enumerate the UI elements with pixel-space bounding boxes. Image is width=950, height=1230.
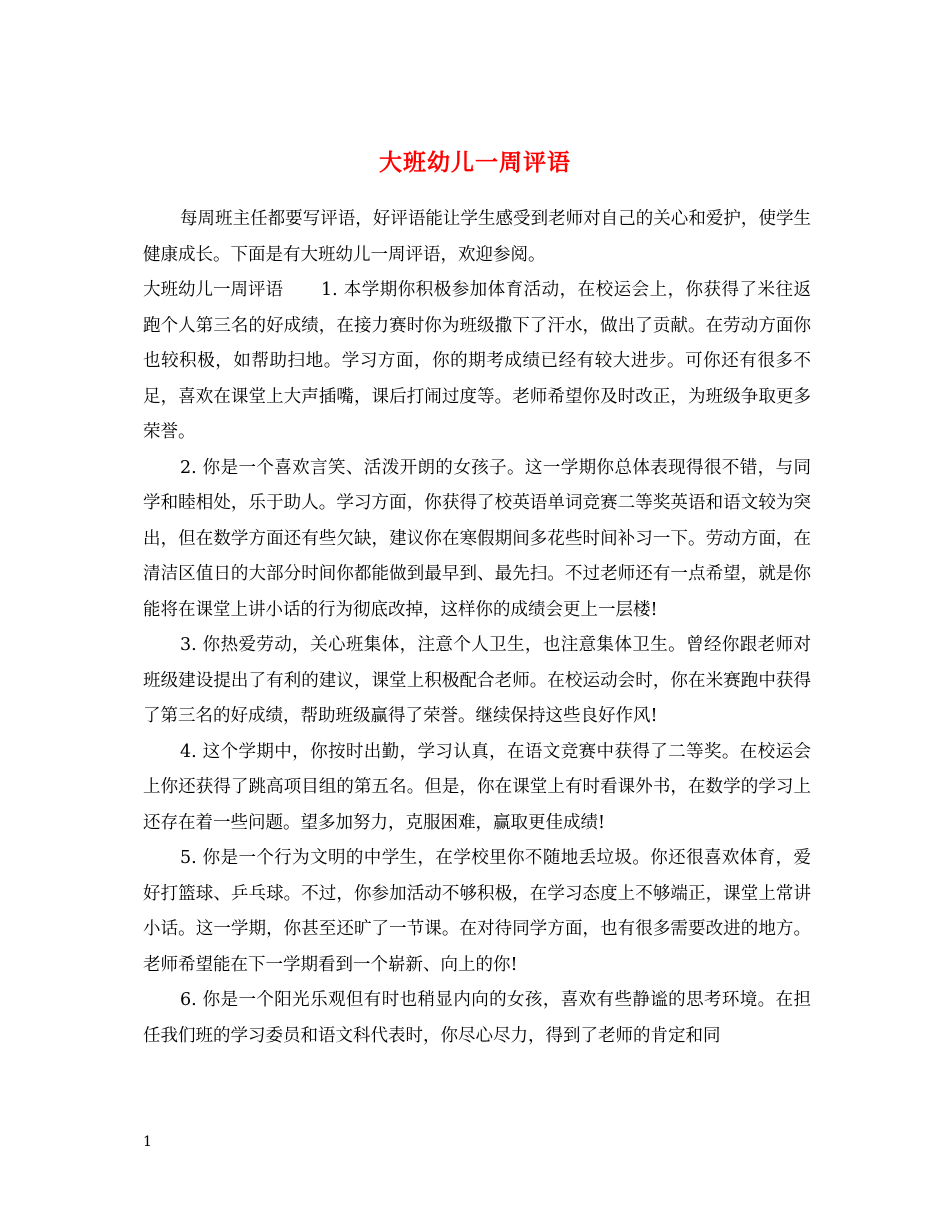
- first-entry-paragraph: [143, 273, 811, 451]
- document-title: 大班幼儿一周评语: [379, 149, 571, 177]
- page-number: 1: [143, 1134, 152, 1150]
- entry-1-text: 1. 本学期你积极参加体育活动，在校运会上，你获得了米往返跑个人第三名的好成绩，在接力赛时你为班级撒下了汗水，做出了贡献。在劳动方面你也较积极，如帮助扫地。学习方面，你的期考成绩已经有较大进步。可你还有很多不足，喜欢在课堂上大声插嘴，课后打闹过度等。老师希望你及时改正，为班级争取更多荣誉。: [143, 280, 811, 442]
- document-body: [143, 202, 811, 1054]
- entry-6-paragraph: 6. 你是一个阳光乐观但有时也稍显内向的女孩，喜欢有些静谧的思考环境。在担任我们班的学习委员和语文科代表时，你尽心尽力，得到了老师的肯定和同: [143, 990, 811, 1046]
- entry-3-paragraph: 3. 你热爱劳动，关心班集体，注意个人卫生，也注意集体卫生。曾经你跟老师对班级建设提出了有利的建议，课堂上积极配合老师。在校运动会时，你在米赛跑中获得了第三名的好成绩，帮助班级赢得了荣誉。继续保持这些良好作风!: [143, 635, 811, 726]
- entry-5-paragraph: 5. 你是一个行为文明的中学生，在学校里你不随地丢垃圾。你还很喜欢体育，爱好打篮球、乒乓球。不过，你参加活动不够积极，在学习态度上不够端正，课堂上常讲小话。这一学期，你甚至还旷了一节课。在对待同学方面，也有很多需要改进的地方。老师希望能在下一学期看到一个崭新、向上的你!: [143, 848, 811, 975]
- intro-paragraph: 每周班主任都要写评语，好评语能让学生感受到老师对自己的关心和爱护，使学生健康成长。下面是有大班幼儿一周评语，欢迎参阅。: [143, 209, 811, 265]
- entry-4-paragraph: 4. 这个学期中，你按时出勤，学习认真，在语文竞赛中获得了二等奖。在校运会上你还获得了跳高项目组的第五名。但是，你在课堂上有时看课外书，在数学的学习上还存在着一些问题。望多加努力，克服困难，赢取更佳成绩!: [143, 741, 811, 833]
- entry-2-paragraph: 2. 你是一个喜欢言笑、活泼开朗的女孩子。这一学期你总体表现得很不错，与同学和睦相处，乐于助人。学习方面，你获得了校英语单词竞赛二等奖英语和语文较为突出，但在数学方面还有些欠缺，建议你在寒假期间多花些时间补习一下。劳动方面，在清洁区值日的大部分时间你都能做到最早到、最先扫。不过老师还有一点希望，就是你能将在课堂上讲小话的行为彻底改掉，这样你的成绩会更上一层楼!: [143, 457, 811, 620]
- section-label: 大班幼儿一周评语: [143, 280, 283, 300]
